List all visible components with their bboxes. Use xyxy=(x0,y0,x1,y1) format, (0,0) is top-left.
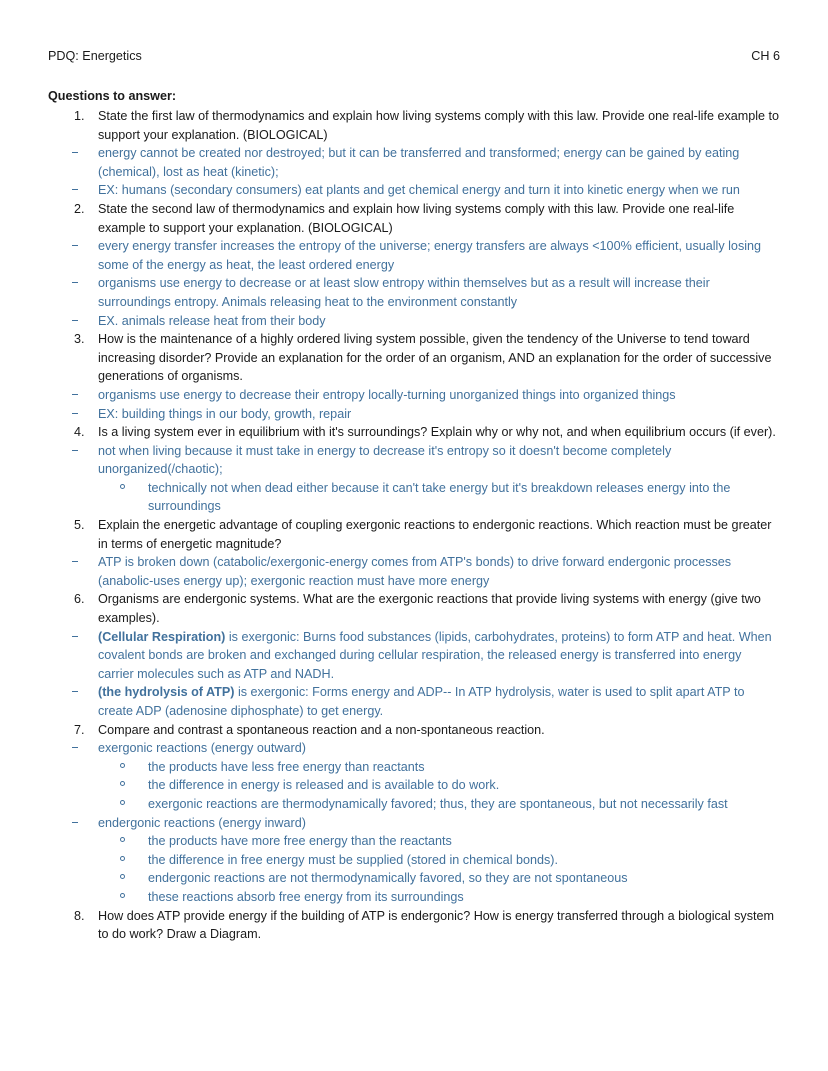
question-number: 8. xyxy=(74,908,85,923)
section-heading: Questions to answer: xyxy=(48,89,177,103)
answer-item-level1 xyxy=(48,814,780,833)
question-item xyxy=(48,330,780,386)
answer-item-level1 xyxy=(48,683,780,720)
dash-bullet-icon xyxy=(48,181,88,200)
dash-bullet-icon xyxy=(48,442,88,461)
question-item xyxy=(48,907,780,944)
circle-bullet-icon xyxy=(48,833,120,852)
answer-item-level1 xyxy=(48,386,780,405)
dash-bullet-icon xyxy=(48,739,88,758)
dash-bullet-icon xyxy=(48,405,88,424)
circle-bullet-icon xyxy=(48,759,120,778)
circle-bullet-icon xyxy=(48,777,120,796)
question-number: 2. xyxy=(74,201,85,216)
answer-item-level1 xyxy=(48,553,780,590)
circle-bullet-icon xyxy=(48,480,120,499)
circle-bullet-icon xyxy=(48,870,120,889)
outline-item-text: EX: building things in our body, growth, repair xyxy=(98,406,352,421)
answer-item-level1 xyxy=(48,181,780,200)
answer-item-level2 xyxy=(48,869,780,888)
dash-bullet-icon xyxy=(48,312,88,331)
question-item xyxy=(48,200,780,237)
outline-item-text: endergonic reactions are not thermodynamically favored, so they are not spontaneous xyxy=(148,871,628,886)
question-number: 7. xyxy=(74,722,85,737)
outline-item-text: State the first law of thermodynamics and explain how living systems comply with this law. Provide one real-life example to support your explanation. (BIOLOGICAL) xyxy=(98,109,780,142)
dash-bullet-icon xyxy=(48,628,88,647)
question-number: 5. xyxy=(74,518,85,533)
outline-item-text: ATP is broken down (catabolic/exergonic-energy comes from ATP's bonds) to drive forward endergonic processes (anabolic-uses energy up); exergonic reaction must have more energy xyxy=(98,555,732,588)
question-item xyxy=(48,721,780,740)
dash-bullet-icon xyxy=(48,814,88,833)
answer-item-level1 xyxy=(48,144,780,181)
outline-item-text: Is a living system ever in equilibrium with it's surroundings? Explain why or why not, and when equilibrium occurs (if ever). xyxy=(98,425,776,440)
answer-item-level1 xyxy=(48,312,780,331)
outline-item-text: Compare and contrast a spontaneous reaction and a non-spontaneous reaction. xyxy=(98,722,545,737)
answer-bold-lead: (the hydrolysis of ATP) xyxy=(98,685,235,700)
outline-item-text: EX: humans (secondary consumers) eat plants and get chemical energy and turn it into kinetic energy when we run xyxy=(98,183,740,198)
outline-item-text: the products have less free energy than reactants xyxy=(148,759,425,774)
outline-item-text: How does ATP provide energy if the building of ATP is endergonic? How is energy transferred through a biological system to do work? Draw a Diagram. xyxy=(98,908,775,942)
answer-item-level1 xyxy=(48,274,780,311)
outline-item-text: the difference in energy is released and is available to do work. xyxy=(148,778,500,793)
answer-item-level2 xyxy=(48,851,780,870)
outline-item-text: Explain the energetic advantage of coupling exergonic reactions to endergonic reactions. Which reaction must be greater in terms of energetic magnitude? xyxy=(98,518,772,551)
question-item xyxy=(48,590,780,627)
answer-item-level2 xyxy=(48,776,780,795)
question-number: 4. xyxy=(74,425,85,440)
dash-bullet-icon xyxy=(48,144,88,163)
dash-bullet-icon xyxy=(48,386,88,405)
outline-item-text: the products have more free energy than the reactants xyxy=(148,834,452,849)
document-header xyxy=(48,48,780,65)
outline-item-text: endergonic reactions (energy inward) xyxy=(98,815,306,830)
outline-item-text: organisms use energy to decrease or at least slow entropy within themselves but as a result will increase their surroundings entropy. Animals releasing heat to the environment constantly xyxy=(98,276,710,309)
outline-item-text: energy cannot be created nor destroyed; but it can be transferred and transformed; energy can be gained by eating (chemical), lost as heat (kinetic); xyxy=(98,146,740,179)
outline-item-text: How is the maintenance of a highly ordered living system possible, given the tendency of the Universe to tend toward increasing disorder? Provide an explanation for the order of an organism, AND an explanation for the order of successive generations of organisms. xyxy=(98,332,772,384)
question-item xyxy=(48,107,780,144)
outline-item-text: not when living because it must take in energy to decrease it's entropy so it doesn't become completely unorganized(/chaotic); xyxy=(98,443,672,477)
chapter-label: CH 6 xyxy=(751,49,780,63)
answer-item-level1 xyxy=(48,405,780,424)
outline-item-text: organisms use energy to decrease their entropy locally-turning unorganized things into organized things xyxy=(98,387,676,402)
question-number: 1. xyxy=(74,109,85,123)
answer-item-level2 xyxy=(48,479,780,516)
question-number: 6. xyxy=(74,592,85,607)
circle-bullet-icon xyxy=(48,852,120,871)
answer-item-level2 xyxy=(48,758,780,777)
circle-bullet-icon xyxy=(48,796,120,815)
outline-item-text: technically not when dead either because it can't take energy but it's breakdown releases energy into the surroundings xyxy=(148,480,731,514)
answer-item-level1 xyxy=(48,628,780,684)
answer-item-level2 xyxy=(48,832,780,851)
answer-item-level1 xyxy=(48,739,780,758)
answer-bold-lead: (Cellular Respiration) xyxy=(98,629,226,644)
dash-bullet-icon xyxy=(48,237,88,256)
outline-item-text: State the second law of thermodynamics and explain how living systems comply with this law. Provide one real-life example to support your explanation. (BIOLOGICAL) xyxy=(98,201,735,235)
outline-item-text: every energy transfer increases the entropy of the universe; energy transfers are always <100% efficient, usually losing some of the energy as heat, the least ordered energy xyxy=(98,239,762,272)
answer-item-level1 xyxy=(48,237,780,274)
dash-bullet-icon xyxy=(48,553,88,572)
dash-bullet-icon xyxy=(48,274,88,293)
dash-bullet-icon xyxy=(48,683,88,702)
questions-answers-list xyxy=(48,107,780,944)
answer-item-level2 xyxy=(48,888,780,907)
question-item xyxy=(48,516,780,553)
outline-item-text: (Cellular Respiration) is exergonic: Burns food substances (lipids, carbohydrates, proteins) to form ATP and heat. When covalent bonds are broken and exchanged during cellular respiration, the released energy is transferred into energy carrier molecules such as ATP and NADH. xyxy=(98,629,772,681)
outline-item-text: Organisms are endergonic systems. What are the exergonic reactions that provide living systems with energy (give two examples). xyxy=(98,592,761,626)
outline-item-text: EX. animals release heat from their body xyxy=(98,313,326,328)
outline-item-text: these reactions absorb free energy from its surroundings xyxy=(148,889,464,904)
circle-bullet-icon xyxy=(48,889,120,908)
question-number: 3. xyxy=(74,332,85,347)
outline-item-text: exergonic reactions (energy outward) xyxy=(98,741,306,756)
document-title: PDQ: Energetics xyxy=(48,49,142,63)
answer-item-level1 xyxy=(48,442,780,479)
outline-item-text: the difference in free energy must be supplied (stored in chemical bonds). xyxy=(148,852,558,867)
answer-item-level2 xyxy=(48,795,780,814)
outline-item-text: (the hydrolysis of ATP) is exergonic: Forms energy and ADP-- In ATP hydrolysis, water is used to split apart ATP to create ADP (adenosine diphosphate) to get energy. xyxy=(98,685,745,718)
question-item xyxy=(48,423,780,442)
outline-item-text: exergonic reactions are thermodynamically favored; thus, they are spontaneous, but not necessarily fast xyxy=(148,796,728,811)
